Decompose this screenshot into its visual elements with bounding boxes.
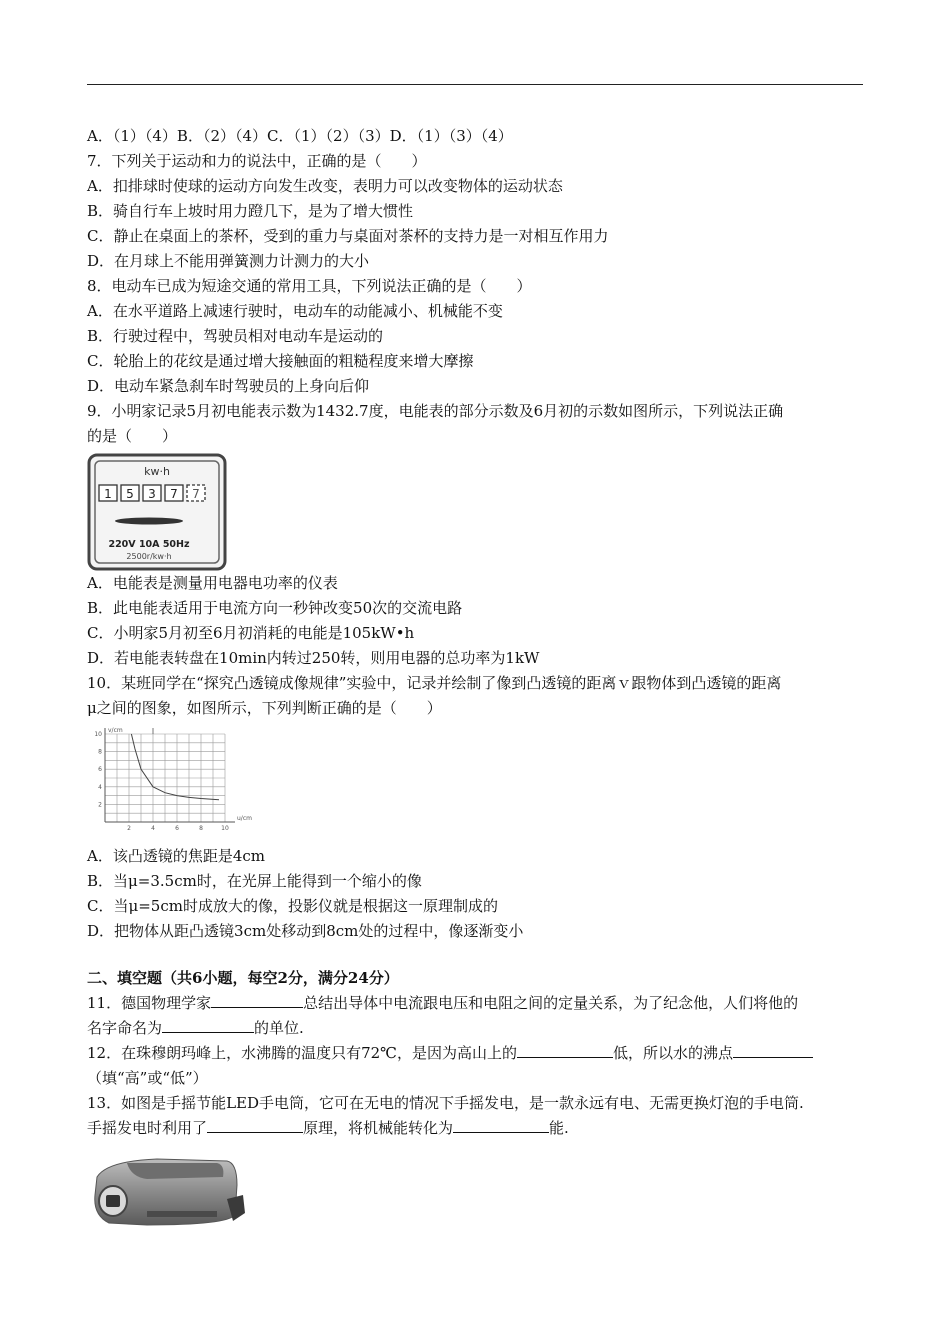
- x-axis-label: u/cm: [237, 815, 252, 822]
- flashlight-svg: [87, 1155, 247, 1230]
- meter-digit-4: 7: [170, 487, 178, 501]
- q13-blank-2[interactable]: [453, 1118, 549, 1133]
- x-tick-label: 4: [151, 825, 155, 832]
- q8-option-c: C．轮胎上的花纹是通过增大接触面的粗糙程度来增大摩擦: [87, 352, 474, 370]
- q12-line1: [87, 1041, 877, 1066]
- q12-text-2: 低，所以水的沸点: [612, 1044, 733, 1062]
- q9-option-b: B．此电能表适用于电流方向一秒钟改变50次的交流电路: [87, 599, 463, 617]
- q10-stem-line2: μ之间的图象，如图所示，下列判断正确的是（ ）: [87, 699, 442, 717]
- lens-graph-svg: [87, 724, 257, 844]
- hand-crank-flashlight-figure: [87, 1155, 247, 1230]
- q8-option-a: A．在水平道路上减速行驶时，电动车的动能减小、机械能不变: [87, 302, 503, 320]
- q7-option-a: A．扣排球时使球的运动方向发生改变，表明力可以改变物体的运动状态: [87, 177, 563, 195]
- q9-option-c: C．小明家5月初至6月初消耗的电能是105kW•h: [87, 624, 415, 642]
- q13-text-3: 原理，将机械能转化为: [303, 1119, 454, 1137]
- section-2-title: 二、填空题（共6小题，每空2分，满分24分）: [87, 969, 399, 987]
- q12-blank-2[interactable]: [733, 1043, 813, 1058]
- q9-stem-line2: 的是（ ）: [87, 427, 178, 445]
- q7-option-c: C．静止在桌面上的茶杯，受到的重力与桌面对茶杯的支持力是一对相互作用力: [87, 227, 609, 245]
- meter-disc: [115, 518, 183, 525]
- q12-blank-1[interactable]: [517, 1043, 613, 1058]
- q12-text-1: 12．在珠穆朗玛峰上，水沸腾的温度只有72℃，是因为高山上的: [87, 1044, 517, 1062]
- x-tick-label: 6: [175, 825, 179, 832]
- q7-stem: 7．下列关于运动和力的说法中，正确的是（ ）: [87, 152, 427, 170]
- exam-page: [87, 124, 877, 1230]
- y-tick-label: 6: [98, 766, 102, 774]
- grip-strip: [147, 1211, 217, 1217]
- meter-unit: kw·h: [144, 465, 170, 478]
- y-tick-label: 2: [98, 801, 102, 809]
- q10-option-d: D．把物体从距凸透镜3cm处移动到8cm处的过程中，像逐渐变小: [87, 922, 524, 940]
- meter-digit-3: 3: [148, 487, 156, 501]
- header-rule: [87, 84, 863, 85]
- q11-line2: [87, 1016, 877, 1041]
- q8-stem: 8．电动车已成为短途交通的常用工具，下列说法正确的是（ ）: [87, 277, 532, 295]
- q13-line2: [87, 1116, 877, 1141]
- meter-digit-2: 5: [126, 487, 134, 501]
- q9-stem-line1: 9．小明家记录5月初电能表示数为1432.7度，电能表的部分示数及6月初的示数如图所示，下列说法正确: [87, 402, 784, 420]
- q7-option-b: B．骑自行车上坡时用力蹬几下，是为了增大惯性: [87, 202, 414, 220]
- y-tick-label: 8: [98, 748, 102, 756]
- q11-text-2: 总结出导体中电流跟电压和电阻之间的定量关系，为了纪念他，人们将他的: [303, 994, 799, 1012]
- q11-line1: [87, 991, 877, 1016]
- graph-axes: [105, 728, 235, 822]
- x-tick-label: 2: [127, 825, 131, 832]
- q7-option-d: D．在月球上不能用弹簧测力计测力的大小: [87, 252, 370, 270]
- meter-digit-1: 1: [104, 487, 112, 501]
- q10-option-b: B．当μ=3.5cm时，在光屏上能得到一个缩小的像: [87, 872, 422, 890]
- q13-text-2: 手摇发电时利用了: [87, 1119, 208, 1137]
- led-icon: [106, 1195, 120, 1207]
- graph-ticks: [94, 731, 229, 832]
- meter-digit-window: [99, 485, 205, 501]
- q11-text-4: 的单位.: [254, 1019, 304, 1037]
- q10-option-a: A．该凸透镜的焦距是4cm: [87, 847, 266, 865]
- q11-text-3: 名字命名为: [87, 1019, 163, 1037]
- x-tick-label: 8: [199, 825, 203, 832]
- q9-option-d: D．若电能表转盘在10min内转过250转，则用电器的总功率为1kW: [87, 649, 540, 667]
- q10-stem-line1: 10．某班同学在“探究凸透镜成像规律”实验中，记录并绘制了像到凸透镜的距离ｖ跟物体到凸透镜的距离: [87, 674, 782, 692]
- meter-spec: 220V 10A 50Hz: [108, 539, 190, 550]
- q8-option-d: D．电动车紧急刹车时驾驶员的上身向后仰: [87, 377, 370, 395]
- lens-graph-figure: [87, 724, 257, 844]
- q6-options: A．（1）（4）B．（2）（4）C．（1）（2）（3）D．（1）（3）（4）: [87, 127, 513, 145]
- q9-option-a: A．电能表是测量用电器电功率的仪表: [87, 574, 338, 592]
- v-u-curve: [131, 734, 219, 800]
- y-tick-label: 4: [98, 783, 102, 791]
- q13-line1: 13．如图是手摇节能LED手电筒，它可在无电的情况下手摇发电，是一款永远有电、无需更换灯泡的手电筒.: [87, 1094, 804, 1112]
- q11-blank-2[interactable]: [162, 1018, 254, 1033]
- graph-grid: [105, 734, 225, 822]
- x-tick-label: 10: [221, 825, 229, 832]
- q12-line2: （填“高”或“低”）: [87, 1069, 208, 1087]
- q11-text-1: 11．德国物理学家: [87, 994, 212, 1012]
- y-axis-label: v/cm: [108, 727, 123, 734]
- solar-panel: [127, 1163, 223, 1179]
- q11-blank-1[interactable]: [211, 993, 303, 1008]
- q10-option-c: C．当μ=5cm时成放大的像，投影仪就是根据这一原理制成的: [87, 897, 498, 915]
- y-tick-label: 10: [94, 731, 102, 738]
- meter-rev: 2500r/kw·h: [126, 552, 172, 561]
- electric-meter-figure: [87, 453, 227, 571]
- meter-digit-5: 7: [192, 487, 200, 501]
- electric-meter-svg: [87, 453, 227, 571]
- q13-blank-1[interactable]: [207, 1118, 303, 1133]
- q13-text-4: 能.: [549, 1119, 569, 1137]
- q8-option-b: B．行驶过程中，驾驶员相对电动车是运动的: [87, 327, 384, 345]
